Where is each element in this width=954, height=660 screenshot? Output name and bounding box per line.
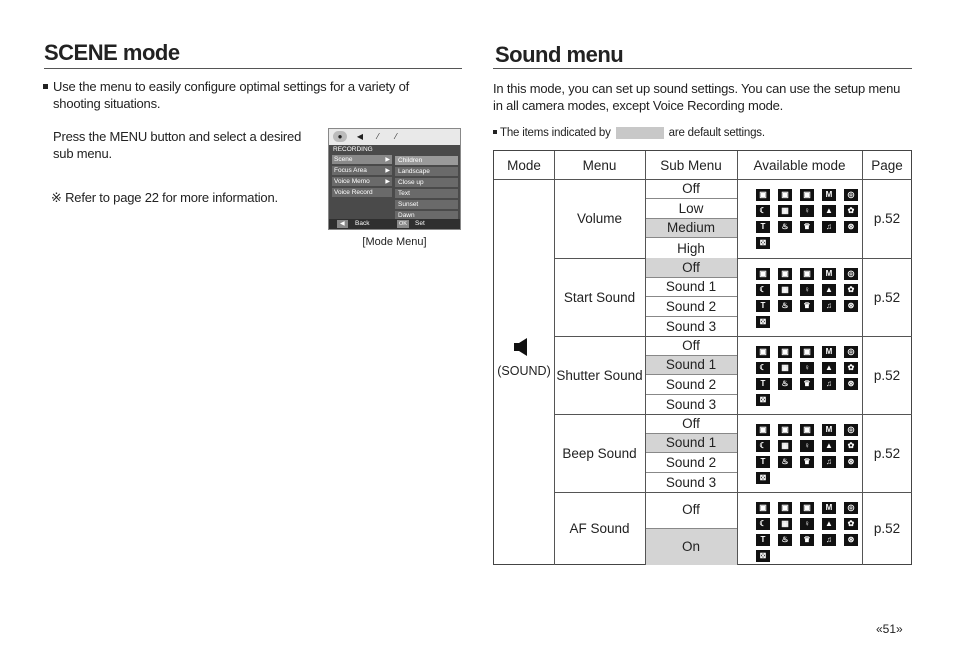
camera-mode-icon: ♨ bbox=[778, 456, 792, 468]
mode-menu-item-label: Voice Record bbox=[334, 189, 373, 196]
press-line-1: Press the MENU button and select a desired bbox=[53, 129, 302, 144]
camera-mode-icon: ♛ bbox=[800, 534, 814, 546]
intro-line-2: in all camera modes, except Voice Recording mode. bbox=[493, 98, 784, 113]
camera-mode-icon: ✿ bbox=[844, 440, 858, 452]
camera-mode-icon: ▣ bbox=[778, 346, 792, 358]
camera-mode-icon: ✿ bbox=[844, 362, 858, 374]
camera-mode-icon: ⊠ bbox=[756, 394, 770, 406]
mode-menu-sub-sunset: Sunset bbox=[395, 200, 458, 210]
header-menu: Menu bbox=[582, 157, 617, 173]
camera-mode-icon: ▣ bbox=[756, 189, 770, 201]
camera-mode-icon: ◎ bbox=[844, 346, 858, 358]
camera-mode-icon: ♨ bbox=[778, 378, 792, 390]
available-mode-icons bbox=[738, 336, 862, 414]
back-label: Back bbox=[355, 220, 370, 227]
mode-menu-item-voice-memo bbox=[332, 177, 392, 187]
legend-after: are default settings. bbox=[668, 127, 765, 139]
camera-mode-icon: ▦ bbox=[778, 205, 792, 217]
camera-mode-icon: ♛ bbox=[800, 378, 814, 390]
title-rule-right bbox=[493, 68, 912, 69]
sub-menu-item: Sound 3 bbox=[665, 474, 717, 490]
sub-menu-item: Medium bbox=[645, 219, 737, 239]
camera-mode-icon: ✿ bbox=[844, 205, 858, 217]
available-mode-icons bbox=[738, 492, 862, 565]
camera-mode-icon: ▣ bbox=[800, 189, 814, 201]
menu-name: Start Sound bbox=[563, 289, 636, 305]
camera-mode-icon: ⊠ bbox=[756, 316, 770, 328]
sub-menu-item: Sound 3 bbox=[665, 396, 717, 412]
mode-menu-item-scene bbox=[332, 155, 392, 165]
sub-menu-item: Off bbox=[645, 492, 737, 529]
header-page: Page bbox=[871, 157, 903, 173]
sub-menu-item: Sound 1 bbox=[645, 278, 737, 298]
camera-mode-icon: ▲ bbox=[822, 518, 836, 530]
camera-mode-icon: T bbox=[756, 378, 770, 390]
sub-menu-item: Off bbox=[645, 258, 737, 278]
refer-note: ※ Refer to page 22 for more information. bbox=[51, 190, 278, 205]
sub-menu-item: Sound 1 bbox=[645, 356, 737, 376]
camera-mode-icon: ☾ bbox=[756, 518, 770, 530]
camera-mode-icon: ⊠ bbox=[756, 237, 770, 249]
default-highlight-swatch bbox=[616, 127, 664, 139]
mode-menu-item-label: Scene bbox=[334, 156, 353, 163]
camera-mode-icon: ♨ bbox=[778, 534, 792, 546]
page-number: «51» bbox=[876, 622, 903, 636]
press-line-2: sub menu. bbox=[53, 146, 112, 161]
camera-mode-icon: ⊠ bbox=[756, 550, 770, 562]
setup-tab2-icon: ⁄ bbox=[395, 132, 397, 141]
ok-label: OK bbox=[399, 221, 407, 227]
camera-mode-icon: ⊛ bbox=[844, 378, 858, 390]
camera-mode-icon: T bbox=[756, 300, 770, 312]
camera-mode-icon: ♀ bbox=[800, 440, 814, 452]
camera-mode-icon: ♫ bbox=[822, 300, 836, 312]
camera-mode-icon: ◎ bbox=[844, 189, 858, 201]
camera-mode-icon: ▲ bbox=[822, 284, 836, 296]
page-ref: p.52 bbox=[873, 211, 901, 226]
sub-menu-item: Sound 1 bbox=[645, 434, 737, 454]
bullet-square-icon bbox=[493, 130, 497, 134]
camera-mode-icon: ♫ bbox=[822, 456, 836, 468]
sound-menu-title: Sound menu bbox=[495, 42, 624, 67]
legend-line bbox=[493, 125, 765, 142]
page-ref: p.52 bbox=[873, 367, 901, 383]
col-divider-1 bbox=[554, 151, 555, 565]
camera-mode-icon: ▦ bbox=[778, 440, 792, 452]
sound-menu-table bbox=[493, 150, 912, 565]
camera-mode-icon: ▦ bbox=[778, 362, 792, 374]
camera-tab-icon: ● bbox=[333, 131, 347, 142]
camera-mode-icon: M bbox=[822, 189, 836, 201]
camera-mode-icon: ▣ bbox=[756, 424, 770, 436]
set-label: Set bbox=[415, 220, 425, 227]
chevron-right-icon: ▶ bbox=[385, 157, 390, 163]
camera-mode-icon: M bbox=[822, 346, 836, 358]
camera-mode-icon: ⊠ bbox=[756, 472, 770, 484]
chevron-right-icon: ▶ bbox=[385, 168, 390, 174]
camera-mode-icon: T bbox=[756, 456, 770, 468]
bullet-line-2: shooting situations. bbox=[53, 96, 161, 111]
camera-mode-icon: ◎ bbox=[844, 424, 858, 436]
sub-menu-item: On bbox=[645, 529, 737, 566]
sub-menu-item: Low bbox=[645, 199, 737, 219]
camera-mode-icon: ☾ bbox=[756, 284, 770, 296]
setup-tab-icon: ⁄ bbox=[377, 132, 379, 141]
bullet-line-1: Use the menu to easily configure optimal settings for a variety of bbox=[53, 79, 410, 94]
camera-mode-icon: ☾ bbox=[756, 440, 770, 452]
page-ref: p.52 bbox=[873, 289, 901, 305]
speaker-icon bbox=[513, 338, 531, 356]
camera-mode-icon: ✿ bbox=[844, 284, 858, 296]
col-divider-2 bbox=[645, 151, 646, 565]
legend-before: The items indicated by bbox=[500, 127, 611, 139]
mode-menu-caption: [Mode Menu] bbox=[362, 236, 427, 248]
camera-mode-icon: ✿ bbox=[844, 518, 858, 530]
camera-mode-icon: ▣ bbox=[756, 268, 770, 280]
header-divider bbox=[494, 179, 912, 180]
chevron-right-icon: ▶ bbox=[385, 179, 390, 185]
camera-mode-icon: ♨ bbox=[778, 300, 792, 312]
sub-menu-item: Off bbox=[645, 179, 737, 199]
scene-mode-title: SCENE mode bbox=[44, 40, 180, 65]
mode-menu-sub-children: Children bbox=[395, 156, 458, 166]
mode-menu-sub-text: Text bbox=[395, 189, 458, 199]
camera-mode-icon: ♀ bbox=[800, 362, 814, 374]
available-mode-icons bbox=[738, 179, 862, 258]
mode-menu-sub-dawn: Dawn bbox=[395, 211, 458, 221]
sub-menu-item: Off bbox=[645, 414, 737, 434]
camera-mode-icon: ▲ bbox=[822, 205, 836, 217]
camera-mode-icon: ▦ bbox=[778, 518, 792, 530]
sub-menu-item: Sound 2 bbox=[645, 375, 737, 395]
camera-mode-icon: M bbox=[822, 502, 836, 514]
intro-line-1: In this mode, you can set up sound settings. You can use the setup menu bbox=[493, 81, 901, 96]
camera-mode-icon: ⊛ bbox=[844, 534, 858, 546]
mode-menu-item-label: Voice Memo bbox=[334, 178, 370, 185]
camera-mode-icon: ♀ bbox=[800, 518, 814, 530]
camera-mode-icon: ♀ bbox=[800, 284, 814, 296]
header-submenu: Sub Menu bbox=[660, 157, 722, 173]
camera-mode-icon: ▣ bbox=[800, 346, 814, 358]
camera-mode-icon: ◎ bbox=[844, 502, 858, 514]
sub-menu-item: Off bbox=[645, 336, 737, 356]
menu-name: Shutter Sound bbox=[556, 367, 643, 383]
menu-name: Volume bbox=[576, 211, 623, 226]
header-available-mode: Available mode bbox=[753, 157, 846, 173]
sub-menu-item: High bbox=[677, 240, 705, 256]
camera-mode-icon: M bbox=[822, 424, 836, 436]
camera-mode-icon: ▣ bbox=[778, 502, 792, 514]
camera-mode-icon: ♫ bbox=[822, 378, 836, 390]
camera-mode-icon: ⊛ bbox=[844, 221, 858, 233]
camera-mode-icon: ▲ bbox=[822, 362, 836, 374]
camera-mode-icon: M bbox=[822, 268, 836, 280]
camera-mode-icon: T bbox=[756, 221, 770, 233]
camera-mode-icon: ♛ bbox=[800, 456, 814, 468]
mode-menu-sub-landscape: Landscape bbox=[395, 167, 458, 177]
title-rule-left bbox=[44, 68, 462, 69]
mode-menu-screenshot bbox=[328, 128, 461, 230]
bullet-text bbox=[43, 78, 409, 95]
camera-mode-icon: ▣ bbox=[756, 346, 770, 358]
mode-menu-item-label: Focus Area bbox=[334, 167, 367, 174]
menu-name: AF Sound bbox=[569, 521, 630, 536]
camera-mode-icon: ♫ bbox=[822, 534, 836, 546]
page-ref: p.52 bbox=[873, 521, 901, 536]
available-mode-icons bbox=[738, 414, 862, 492]
available-mode-icons bbox=[738, 258, 862, 336]
camera-mode-icon: ♫ bbox=[822, 221, 836, 233]
camera-mode-icon: ☾ bbox=[756, 205, 770, 217]
camera-mode-icon: ▲ bbox=[822, 440, 836, 452]
camera-mode-icon: ▣ bbox=[800, 502, 814, 514]
camera-mode-icon: ▣ bbox=[800, 268, 814, 280]
sub-menu-item: Sound 2 bbox=[645, 453, 737, 473]
mode-menu-item-voice-record bbox=[332, 188, 392, 198]
sub-menu-item: Sound 2 bbox=[645, 297, 737, 317]
col-divider-3 bbox=[737, 151, 738, 565]
camera-mode-icon: ▣ bbox=[778, 189, 792, 201]
mode-menu-item-focus bbox=[332, 166, 392, 176]
camera-mode-icon: ♀ bbox=[800, 205, 814, 217]
sub-menu-item: Sound 3 bbox=[665, 318, 717, 334]
mode-menu-header: RECORDING bbox=[333, 146, 373, 153]
camera-mode-icon: ♛ bbox=[800, 300, 814, 312]
camera-mode-icon: ♛ bbox=[800, 221, 814, 233]
camera-mode-icon: ▣ bbox=[800, 424, 814, 436]
camera-mode-icon: ◎ bbox=[844, 268, 858, 280]
bullet-square-icon bbox=[43, 84, 48, 89]
camera-mode-icon: ⊛ bbox=[844, 300, 858, 312]
camera-mode-icon: T bbox=[756, 534, 770, 546]
camera-mode-icon: ▣ bbox=[778, 268, 792, 280]
camera-mode-icon: ⊛ bbox=[844, 456, 858, 468]
camera-mode-icon: ▦ bbox=[778, 284, 792, 296]
camera-mode-icon: ♨ bbox=[778, 221, 792, 233]
page-ref: p.52 bbox=[873, 445, 901, 461]
mode-sound-label: (SOUND) bbox=[497, 364, 551, 378]
camera-mode-icon: ▣ bbox=[756, 502, 770, 514]
col-divider-4 bbox=[862, 151, 863, 565]
back-arrow-icon: ◀ bbox=[337, 220, 348, 228]
mode-menu-sub-closeup: Close up bbox=[395, 178, 458, 188]
mode-menu-tabbar bbox=[329, 129, 460, 145]
sound-tab-icon: ◀ bbox=[356, 132, 364, 141]
camera-mode-icon: ▣ bbox=[778, 424, 792, 436]
menu-name: Beep Sound bbox=[562, 445, 637, 461]
mode-menu-bottom-bar bbox=[329, 219, 460, 229]
camera-mode-icon: ☾ bbox=[756, 362, 770, 374]
header-mode: Mode bbox=[507, 157, 541, 173]
